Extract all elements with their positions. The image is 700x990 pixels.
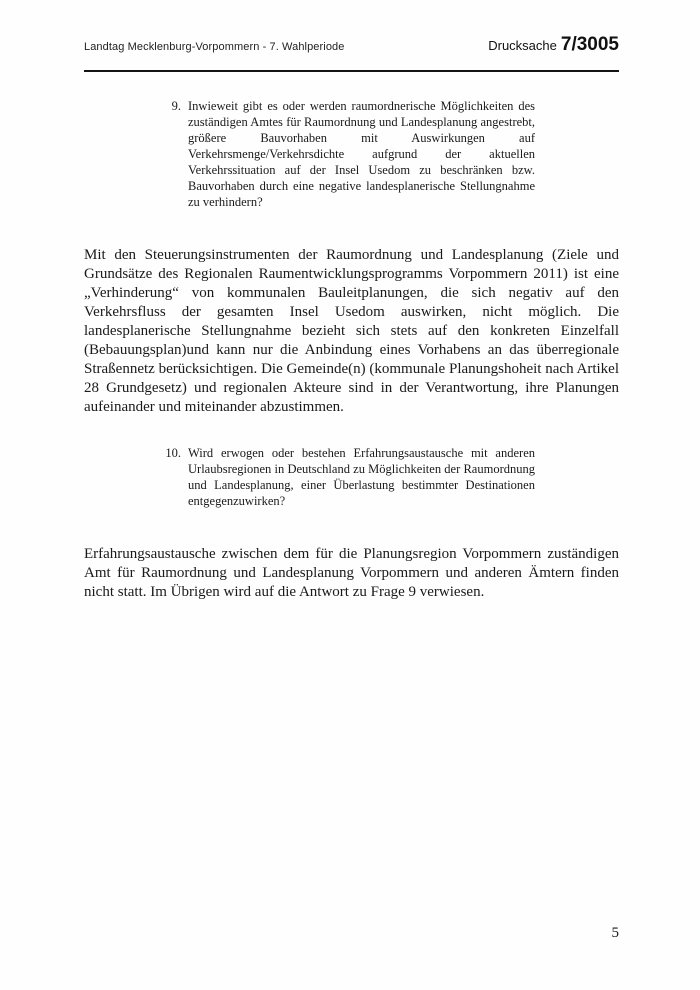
header-document-number: 7/3005 [560,34,619,55]
answer-9-paragraph: Mit den Steuerungsinstrumenten der Raumordnung und Landesplanung (Ziele und Grundsätze des Regionalen Raumentwicklungsprogramms Vorpommern 2011) ist eine „Verhinderung“ von kommunalen Bauleitplanungen, die sich negativ auf den Verkehrsfluss der gesamten Insel Usedom auswirken, nicht möglich. Die landesplanerische Stellungnahme bezieht sich stets auf den konkreten Einzelfall (Bebauungsplan)und kann nur die Anbindung eines Vorhabens an das überregionale Straßennetz berücksichtigen. Die Gemeinde(n) (kommunale Planungshoheit nach Artikel 28 Grundgesetz) und regionalen Akteure sind in der Verantwortung, ihre Planungen aufeinander und miteinander abzustimmen. [84,247,619,415]
question-10-text: Wird erwogen oder bestehen Erfahrungsaustausche mit anderen Urlaubsregionen in Deutschland zu Möglichkeiten der Raumordnung und Landesplanung, einer Überlastung bestimmter Destinationen entgegenzuwirken? [188,446,535,508]
question-9-number: 9. [171,99,181,113]
page-number: 5 [611,925,619,941]
header-publication-title: Landtag Mecklenburg-Vorpommern - 7. Wahlperiode [84,41,345,53]
question-10 [157,445,619,509]
header-divider-rule [84,70,619,72]
page-header [84,34,619,56]
header-document-reference [488,34,619,56]
question-9-text: Inwieweit gibt es oder werden raumordnerische Möglichkeiten des zuständigen Amtes für Raumordnung und Landesplanung angestrebt, größere Bauvorhaben mit Auswirkungen auf Verkehrsmenge/Verkehrsdichte aufgrund der aktuellen Verkehrssituation auf der Insel Usedom zu beschränken bzw. Bauvorhaben durch eine negative landesplanerische Stellungnahme zu verhindern? [188,99,535,209]
header-drucksache-label: Drucksache [488,38,557,53]
answer-10-paragraph: Erfahrungsaustausche zwischen dem für die Planungsregion Vorpommern zuständigen Amt für Raumordnung und Landesplanung Vorpommern und anderen Ämtern finden nicht statt. Im Übrigen wird auf die Antwort zu Frage 9 verwiesen. [84,546,619,600]
question-9 [157,98,619,210]
question-10-number: 10. [165,446,181,460]
